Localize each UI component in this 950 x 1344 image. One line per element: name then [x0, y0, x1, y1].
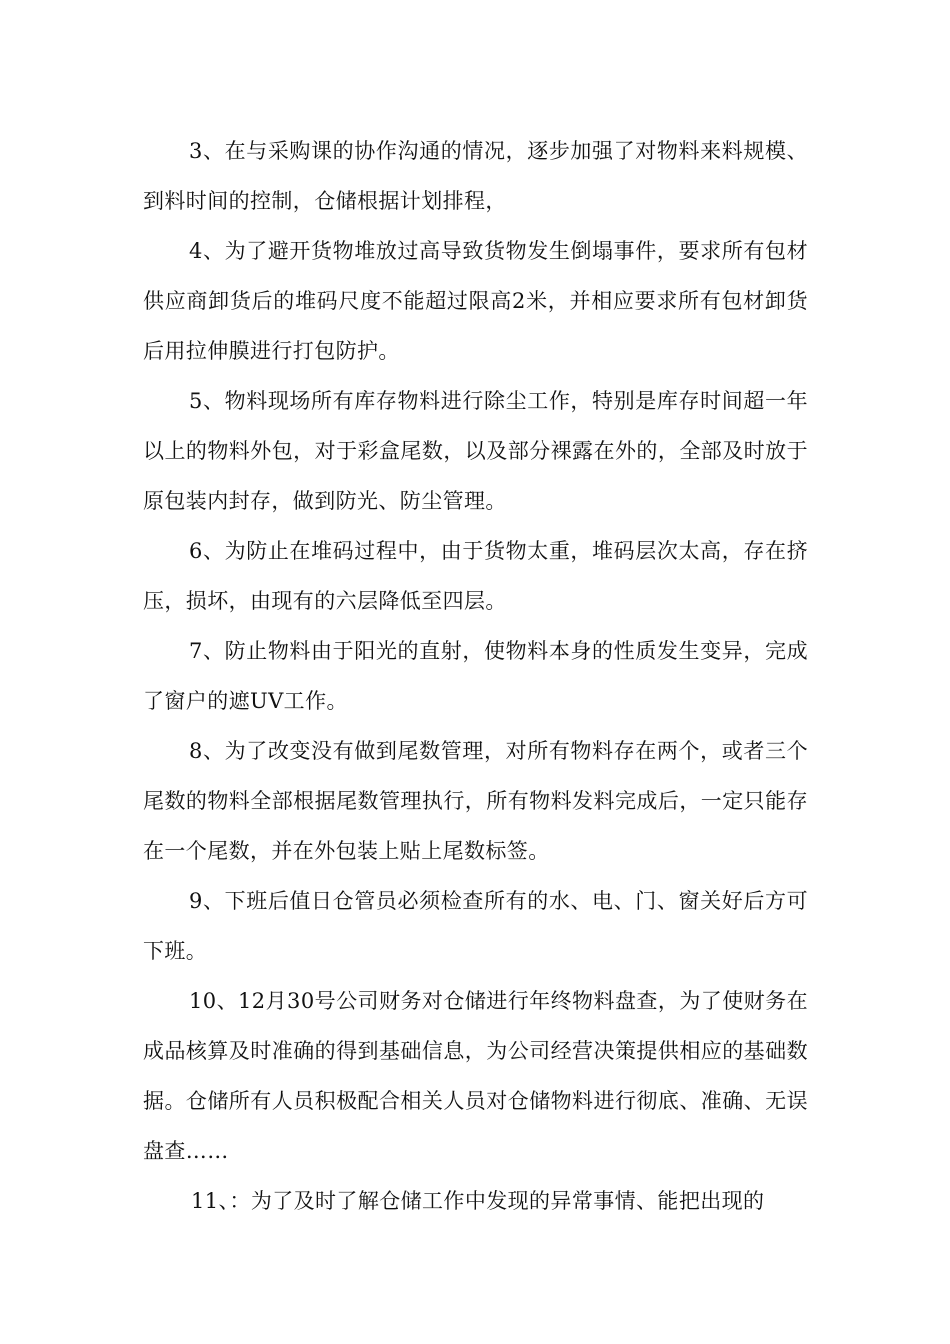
paragraph-3: 3、在与采购课的协作沟通的情况，逐步加强了对物料来料规模、到料时间的控制，仓储根据计划排程， — [143, 139, 808, 213]
paragraph-10: 10、12月30号公司财务对仓储进行年终物料盘查，为了使财务在成品核算及时准确的得到基础信息，为公司经营决策提供相应的基础数据。仓储所有人员积极配合相关人员对仓储物料进行彻底、准确、无误盘查…… — [143, 989, 808, 1163]
paragraph-9: 9、下班后值日仓管员必须检查所有的水、电、门、窗关好后方可下班。 — [143, 889, 808, 963]
paragraph-7: 7、防止物料由于阳光的直射，使物料本身的性质发生变异，完成了窗户的遮UV工作。 — [143, 639, 808, 713]
paragraph-5: 5、物料现场所有库存物料进行除尘工作，特别是库存时间超一年以上的物料外包，对于彩盒尾数，以及部分裸露在外的，全部及时放于原包装内封存，做到防光、防尘管理。 — [143, 389, 808, 513]
document-body — [143, 126, 808, 1226]
paragraph-11: 11、：为了及时了解仓储工作中发现的异常事情、能把出现的 — [191, 1189, 765, 1213]
paragraph-6: 6、为防止在堆码过程中，由于货物太重，堆码层次太高，存在挤压，损坏，由现有的六层降低至四层。 — [143, 539, 808, 613]
paragraph-4: 4、为了避开货物堆放过高导致货物发生倒塌事件，要求所有包材供应商卸货后的堆码尺度不能超过限高2米，并相应要求所有包材卸货后用拉伸膜进行打包防护。 — [143, 239, 808, 363]
paragraph-8: 8、为了改变没有做到尾数管理，对所有物料存在两个，或者三个尾数的物料全部根据尾数管理执行，所有物料发料完成后，一定只能存在一个尾数，并在外包装上贴上尾数标签。 — [143, 739, 808, 863]
